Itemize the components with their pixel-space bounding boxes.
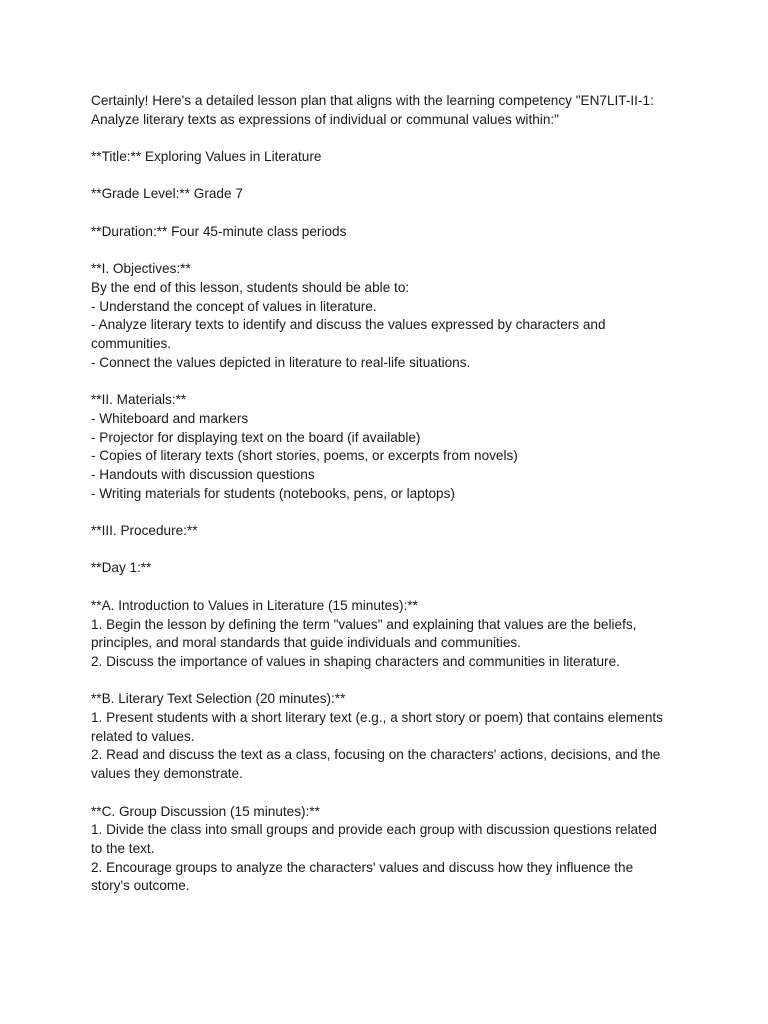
intro-line: Analyze literary texts as expressions of individual or communal values within:" bbox=[91, 111, 559, 127]
grade-level: **Grade Level:** Grade 7 bbox=[91, 186, 243, 202]
material-item: - Copies of literary texts (short stories, poems, or excerpts from novels) bbox=[91, 448, 518, 464]
document-page bbox=[91, 92, 691, 896]
section-line: 2. Encourage groups to analyze the characters' values and discuss how they influence the bbox=[91, 859, 634, 875]
section-line: 2. Read and discuss the text as a class, focusing on the characters' actions, decisions, and the bbox=[91, 747, 661, 763]
section-line: related to values. bbox=[91, 728, 195, 744]
material-item: - Handouts with discussion questions bbox=[91, 466, 315, 482]
section-line: to the text. bbox=[91, 840, 155, 856]
intro-line: Certainly! Here's a detailed lesson plan that aligns with the learning competency "EN7LIT-II-1: bbox=[91, 93, 654, 108]
material-item: - Writing materials for students (notebooks, pens, or laptops) bbox=[91, 485, 455, 501]
section-line: values they demonstrate. bbox=[91, 766, 243, 782]
objective-item: - Understand the concept of values in literature. bbox=[91, 298, 377, 314]
material-item: - Whiteboard and markers bbox=[91, 410, 249, 426]
section-line: 1. Begin the lesson by defining the term "values" and explaining that values are the beliefs, bbox=[91, 616, 637, 632]
section-heading: **C. Group Discussion (15 minutes):** bbox=[91, 803, 320, 819]
section-line: story's outcome. bbox=[91, 878, 190, 894]
section-heading: **A. Introduction to Values in Literature (15 minutes):** bbox=[91, 597, 418, 613]
section-heading: **B. Literary Text Selection (20 minutes):** bbox=[91, 691, 346, 707]
lesson-title: **Title:** Exploring Values in Literature bbox=[91, 149, 322, 165]
objectives-lead: By the end of this lesson, students should be able to: bbox=[91, 279, 410, 295]
procedure-heading: **III. Procedure:** bbox=[91, 523, 198, 539]
objective-item: - Connect the values depicted in literature to real-life situations. bbox=[91, 354, 471, 370]
section-line: 2. Discuss the importance of values in shaping characters and communities in literature. bbox=[91, 653, 620, 669]
materials-heading: **II. Materials:** bbox=[91, 392, 187, 408]
day-heading: **Day 1:** bbox=[91, 560, 152, 576]
objective-item: communities. bbox=[91, 336, 172, 352]
duration: **Duration:** Four 45-minute class periods bbox=[91, 223, 347, 239]
section-line: 1. Divide the class into small groups and provide each group with discussion questions related bbox=[91, 822, 657, 838]
objective-item: - Analyze literary texts to identify and discuss the values expressed by characters and bbox=[91, 317, 606, 333]
objectives-heading: **I. Objectives:** bbox=[91, 261, 191, 277]
section-line: 1. Present students with a short literary text (e.g., a short story or poem) that contains elements bbox=[91, 710, 663, 726]
section-line: principles, and moral standards that guide individuals and communities. bbox=[91, 635, 521, 651]
material-item: - Projector for displaying text on the board (if available) bbox=[91, 429, 421, 445]
